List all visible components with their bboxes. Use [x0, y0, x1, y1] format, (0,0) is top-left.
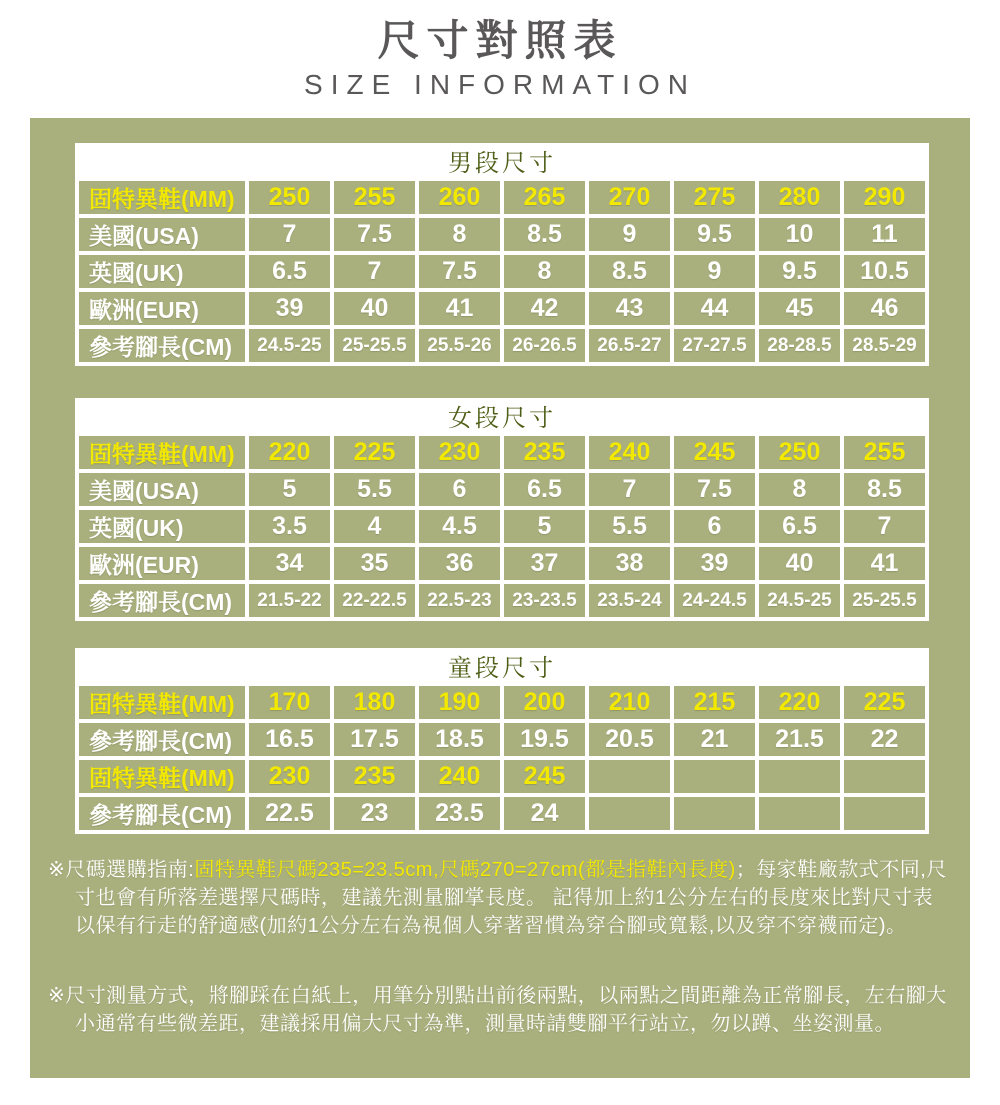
size-cell: 8.5: [844, 473, 925, 506]
page-header: [0, 16, 1000, 102]
size-cell: 5.5: [334, 473, 415, 506]
kids-size-table: [75, 648, 929, 834]
size-cell: 23.5-24: [589, 584, 670, 617]
size-cell: 7.5: [674, 473, 755, 506]
size-cell: 8.5: [589, 255, 670, 288]
table-section-title: 女段尺寸: [79, 402, 925, 436]
size-cell: 225: [334, 436, 415, 469]
size-cell: [759, 797, 840, 830]
size-cell: 36: [419, 547, 500, 580]
size-cell: 3.5: [249, 510, 330, 543]
size-cell: 5: [249, 473, 330, 506]
size-cell: 240: [589, 436, 670, 469]
size-cell: 280: [759, 181, 840, 214]
size-cell: 6.5: [249, 255, 330, 288]
size-cell: 22: [844, 723, 925, 756]
size-cell: 4: [334, 510, 415, 543]
size-cell: 9: [589, 218, 670, 251]
size-cell: 250: [759, 436, 840, 469]
size-cell: 260: [419, 181, 500, 214]
size-cell: 8: [504, 255, 585, 288]
size-cell: 265: [504, 181, 585, 214]
size-cell: 7.5: [334, 218, 415, 251]
size-cell: 22.5: [249, 797, 330, 830]
mens-size-table: [75, 143, 929, 366]
footnote-segment: ；每家鞋廠款式不同,尺寸也會有所落差選擇尺碼時，建議先測量腳掌長度。 記得加上約1公分左右的長度來比對尺寸表以保有行走的舒適感(加約1公分左右為視個人穿著習慣為穿合腳或寬鬆,以及穿不穿襪而定)。: [75, 859, 947, 937]
row-label: 固特異鞋(MM): [79, 760, 245, 793]
row-label: 固特異鞋(MM): [79, 181, 245, 214]
size-grid: [79, 686, 925, 830]
size-cell: 8: [419, 218, 500, 251]
size-cell: 5.5: [589, 510, 670, 543]
page-title: 尺寸對照表: [377, 17, 623, 64]
size-cell: 230: [419, 436, 500, 469]
size-cell: 41: [844, 547, 925, 580]
size-cell: 180: [334, 686, 415, 719]
size-cell: 45: [759, 292, 840, 325]
size-cell: 23-23.5: [504, 584, 585, 617]
size-cell: 26-26.5: [504, 329, 585, 362]
row-label: 歐洲(EUR): [79, 547, 245, 580]
footnote-segment: ※尺寸測量方式，將腳踩在白紙上，用筆分別點出前後兩點，以兩點之間距離為正常腳長，左右腳大小通常有些微差距，建議採用偏大尺寸為準，測量時請雙腳平行站立，勿以蹲、坐姿測量。: [48, 985, 947, 1035]
size-cell: 26.5-27: [589, 329, 670, 362]
size-cell: 40: [759, 547, 840, 580]
row-label: 參考腳長(CM): [79, 584, 245, 617]
size-cell: [589, 797, 670, 830]
size-cell: 275: [674, 181, 755, 214]
row-label: 歐洲(EUR): [79, 292, 245, 325]
size-cell: 6: [419, 473, 500, 506]
size-cell: [844, 760, 925, 793]
size-cell: 255: [334, 181, 415, 214]
size-cell: 25-25.5: [844, 584, 925, 617]
size-cell: 44: [674, 292, 755, 325]
size-cell: 16.5: [249, 723, 330, 756]
size-cell: 19.5: [504, 723, 585, 756]
size-cell: [674, 760, 755, 793]
size-cell: 39: [674, 547, 755, 580]
size-cell: 35: [334, 547, 415, 580]
size-cell: 21.5: [759, 723, 840, 756]
size-cell: 22-22.5: [334, 584, 415, 617]
size-cell: 235: [334, 760, 415, 793]
size-cell: 39: [249, 292, 330, 325]
size-cell: 7: [334, 255, 415, 288]
row-label: 參考腳長(CM): [79, 797, 245, 830]
size-cell: 7.5: [419, 255, 500, 288]
size-cell: 210: [589, 686, 670, 719]
size-cell: 235: [504, 436, 585, 469]
size-cell: 27-27.5: [674, 329, 755, 362]
size-cell: [844, 797, 925, 830]
size-cell: 24-24.5: [674, 584, 755, 617]
size-cell: 290: [844, 181, 925, 214]
size-cell: 250: [249, 181, 330, 214]
footnote-segment: 固特異鞋尺碼235=23.5cm,尺碼270=27cm(都是指鞋內長度): [194, 859, 736, 881]
size-cell: 28-28.5: [759, 329, 840, 362]
row-label: 固特異鞋(MM): [79, 686, 245, 719]
size-cell: 25-25.5: [334, 329, 415, 362]
size-grid: [79, 436, 925, 617]
size-cell: 18.5: [419, 723, 500, 756]
size-cell: 8: [759, 473, 840, 506]
size-cell: 9.5: [674, 218, 755, 251]
size-cell: 7: [844, 510, 925, 543]
size-cell: 6: [674, 510, 755, 543]
table-section-title: 童段尺寸: [79, 652, 925, 686]
size-cell: 23.5: [419, 797, 500, 830]
size-cell: 6.5: [504, 473, 585, 506]
size-cell: 215: [674, 686, 755, 719]
size-cell: 11: [844, 218, 925, 251]
size-cell: 17.5: [334, 723, 415, 756]
size-cell: 255: [844, 436, 925, 469]
size-cell: 21: [674, 723, 755, 756]
size-cell: 21.5-22: [249, 584, 330, 617]
size-cell: 34: [249, 547, 330, 580]
size-cell: 38: [589, 547, 670, 580]
footnote-segment: ※尺碼選購指南:: [48, 859, 195, 881]
row-label: 英國(UK): [79, 255, 245, 288]
page-subtitle: SIZE INFORMATION: [304, 69, 696, 100]
row-label: 參考腳長(CM): [79, 723, 245, 756]
size-cell: [759, 760, 840, 793]
size-cell: 10: [759, 218, 840, 251]
size-cell: 230: [249, 760, 330, 793]
green-panel: [30, 118, 970, 1078]
size-cell: 200: [504, 686, 585, 719]
size-cell: 9: [674, 255, 755, 288]
size-cell: 240: [419, 760, 500, 793]
size-grid: [79, 181, 925, 362]
row-label: 美國(USA): [79, 218, 245, 251]
size-cell: 24.5-25: [759, 584, 840, 617]
size-cell: 20.5: [589, 723, 670, 756]
size-cell: 9.5: [759, 255, 840, 288]
size-cell: 28.5-29: [844, 329, 925, 362]
size-cell: 10.5: [844, 255, 925, 288]
size-cell: 7: [249, 218, 330, 251]
size-cell: 40: [334, 292, 415, 325]
row-label: 固特異鞋(MM): [79, 436, 245, 469]
size-cell: 25.5-26: [419, 329, 500, 362]
size-cell: 225: [844, 686, 925, 719]
size-cell: 42: [504, 292, 585, 325]
size-cell: [589, 760, 670, 793]
size-cell: 245: [674, 436, 755, 469]
size-cell: 43: [589, 292, 670, 325]
row-label: 英國(UK): [79, 510, 245, 543]
size-cell: 37: [504, 547, 585, 580]
table-section-title: 男段尺寸: [79, 147, 925, 181]
footnote-measure-method: [48, 982, 953, 1038]
size-cell: 270: [589, 181, 670, 214]
size-cell: 24.5-25: [249, 329, 330, 362]
size-cell: 46: [844, 292, 925, 325]
womens-size-table: [75, 398, 929, 621]
size-cell: 245: [504, 760, 585, 793]
size-cell: 41: [419, 292, 500, 325]
size-cell: 220: [759, 686, 840, 719]
size-cell: [674, 797, 755, 830]
size-cell: 23: [334, 797, 415, 830]
row-label: 美國(USA): [79, 473, 245, 506]
size-cell: 6.5: [759, 510, 840, 543]
size-cell: 8.5: [504, 218, 585, 251]
size-cell: 4.5: [419, 510, 500, 543]
footnote-size-guide: [48, 856, 953, 940]
size-cell: 7: [589, 473, 670, 506]
size-cell: 190: [419, 686, 500, 719]
size-cell: 220: [249, 436, 330, 469]
size-cell: 5: [504, 510, 585, 543]
size-cell: 170: [249, 686, 330, 719]
size-cell: 24: [504, 797, 585, 830]
size-cell: 22.5-23: [419, 584, 500, 617]
row-label: 參考腳長(CM): [79, 329, 245, 362]
